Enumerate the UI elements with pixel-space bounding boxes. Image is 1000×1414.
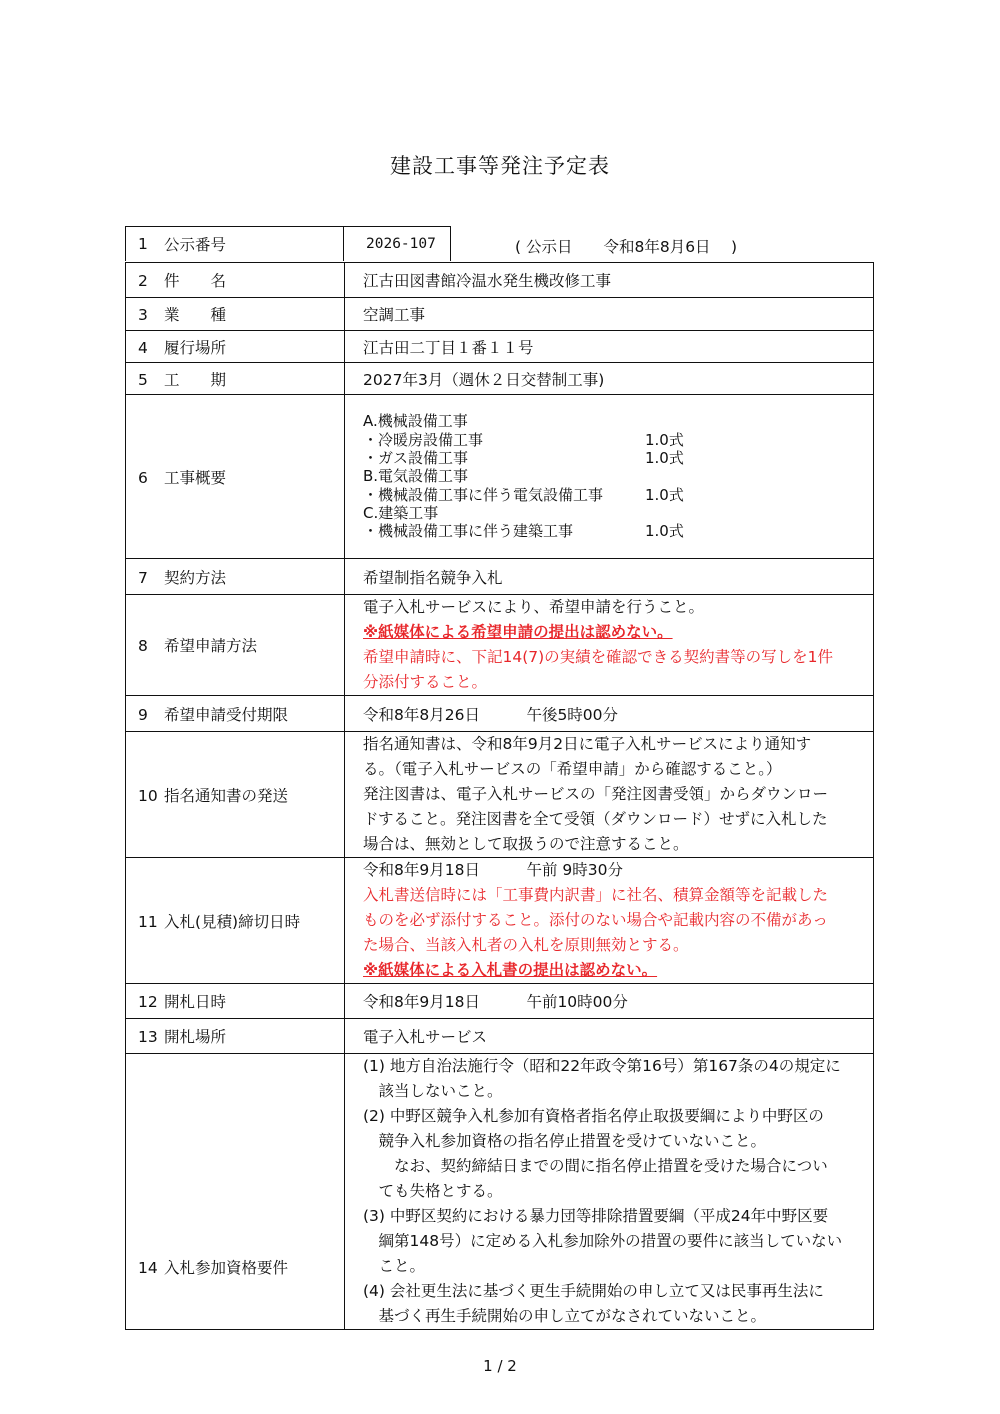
overview-text: A.機械設備工事 — [363, 412, 468, 431]
row-number: 13 — [138, 1028, 158, 1046]
label-cell — [126, 559, 345, 595]
table-row — [126, 732, 874, 858]
application-text: 電子入札サービスにより、希望申請を行うこと。 — [363, 598, 705, 616]
row-label: 契約方法 — [164, 568, 227, 587]
overview-qty: 1.0式 — [645, 485, 684, 504]
row-label: 開札日時 — [164, 993, 227, 1011]
overview-text: ・機械設備工事に伴う電気設備工事 — [363, 485, 604, 504]
work-overview — [345, 395, 874, 559]
label-cell — [126, 984, 345, 1019]
label-cell — [126, 298, 345, 331]
row-number: 9 — [138, 705, 148, 724]
table-row — [126, 331, 874, 363]
row-label: 件 名 — [164, 272, 227, 290]
table-row — [126, 1054, 874, 1330]
bid-warning: ※紙媒体による入札書の提出は認めない。 — [363, 961, 658, 979]
notice-line: 場合は、無効として取扱うので注意すること。 — [363, 835, 689, 853]
row-number: 7 — [138, 568, 148, 587]
application-method — [345, 595, 874, 696]
row-number: 11 — [138, 912, 158, 931]
row-label: 開札場所 — [164, 1028, 227, 1046]
qualification-requirements — [345, 1054, 874, 1330]
bid-deadline-datetime: 令和8年9月18日 午前 9時30分 — [363, 861, 623, 879]
publish-date: ( 公示日 令和8年8月6日 ) — [515, 238, 738, 256]
application-note: 分添付すること。 — [363, 673, 488, 691]
requirement-line: (4) 会社更生法に基づく更生手続開始の申し立て又は民事再生法に — [363, 1282, 824, 1300]
row-label: 希望申請方法 — [164, 637, 258, 655]
requirement-line: (3) 中野区契約における暴力団等排除措置要綱（平成24年中野区要 — [363, 1207, 829, 1225]
nomination-notice — [345, 732, 874, 858]
notice-line: 指名通知書は、令和8年9月2日に電子入札サービスにより通知す — [363, 735, 812, 753]
requirement-line: 綱第148号）に定める入札参加除外の措置の要件に該当していない — [363, 1232, 843, 1250]
label-cell — [126, 696, 345, 732]
row-label: 希望申請受付期限 — [164, 705, 289, 724]
requirement-line: (2) 中野区競争入札参加有資格者指名停止取扱要綱により中野区の — [363, 1107, 824, 1125]
overview-text: C.建築工事 — [363, 503, 439, 522]
table-row — [126, 395, 874, 559]
requirement-line: 競争入札参加資格の指名停止措置を受けていないこと。 — [363, 1132, 767, 1150]
opening-place: 電子入札サービス — [345, 1019, 874, 1054]
overview-qty: 1.0式 — [645, 449, 684, 468]
requirement-line: (1) 地方自治法施行令（昭和22年政令第16号）第167条の4の規定に — [363, 1057, 841, 1075]
table-row — [126, 559, 874, 595]
label-cell — [126, 395, 345, 559]
row-label: 入札参加資格要件 — [164, 1258, 289, 1277]
page-title: 建設工事等発注予定表 — [390, 154, 610, 178]
overview-line — [363, 431, 865, 449]
row-number: 6 — [138, 468, 148, 487]
table-row — [126, 696, 874, 732]
row-number: 14 — [138, 1258, 158, 1277]
order-schedule-table — [125, 262, 874, 1330]
notice-line: 発注図書は、電子入札サービスの「発注図書受領」からダウンロー — [363, 785, 829, 803]
notice-line: ドすること。発注図書を全て受領（ダウンロード）せずに入札した — [363, 810, 828, 828]
table-row — [126, 595, 874, 696]
requirement-line: 基づく再生手続開始の申し立てがなされていないこと。 — [363, 1307, 767, 1325]
notice-number-value: 2026-107 — [366, 236, 436, 252]
application-warning: ※紙媒体による希望申請の提出は認めない。 — [363, 623, 673, 641]
table-row — [126, 363, 874, 395]
row-number: 4 — [138, 338, 148, 357]
label-cell — [126, 263, 345, 298]
row-number: 10 — [138, 786, 158, 805]
label-notice-number — [125, 226, 344, 261]
row-number: 8 — [138, 637, 148, 655]
label-cell — [126, 732, 345, 858]
overview-line — [363, 449, 865, 467]
overview-text: ・冷暖房設備工事 — [363, 430, 484, 449]
requirement-line: 該当しないこと。 — [363, 1082, 503, 1100]
requirement-line: ても失格とする。 — [363, 1182, 503, 1200]
label-cell — [126, 595, 345, 696]
bid-note: 入札書送信時には「工事費内訳書」に社名、積算金額等を記載した — [363, 886, 829, 904]
label-cell — [126, 858, 345, 984]
table-row — [126, 984, 874, 1019]
row-label: 履行場所 — [164, 338, 227, 357]
row-number: 3 — [138, 306, 148, 324]
row-label: 入札(見積)締切日時 — [164, 912, 301, 931]
overview-line — [363, 486, 865, 504]
overview-qty: 1.0式 — [645, 430, 684, 449]
bid-note: た場合、当該入札者の入札を原則無効とする。 — [363, 936, 689, 954]
overview-line — [363, 522, 865, 540]
table-row — [126, 263, 874, 298]
row-label: 指名通知書の発送 — [164, 786, 289, 805]
page-number: 1 / 2 — [483, 1357, 517, 1375]
overview-line — [363, 504, 865, 522]
work-period: 2027年3月（週休２日交替制工事) — [345, 363, 874, 395]
project-name: 江古田図書館冷温水発生機改修工事 — [345, 263, 874, 298]
notice-number-cell — [343, 226, 451, 261]
row-label: 業 種 — [164, 306, 227, 324]
table-row — [126, 858, 874, 984]
row-number: 1 — [138, 235, 148, 253]
bid-deadline — [345, 858, 874, 984]
row-number: 12 — [138, 993, 158, 1011]
notice-line: る。（電子入札サービスの「希望申請」から確認すること。） — [363, 760, 782, 778]
table-row — [126, 1019, 874, 1054]
opening-datetime: 令和8年9月18日 午前10時00分 — [345, 984, 874, 1019]
table-row — [126, 298, 874, 331]
bid-note: ものを必ず添付すること。添付のない場合や記載内容の不備があっ — [363, 911, 828, 929]
row-label: 工事概要 — [164, 468, 227, 487]
overview-line — [363, 467, 865, 485]
industry-type: 空調工事 — [345, 298, 874, 331]
application-deadline: 令和8年8月26日 午後5時00分 — [345, 696, 874, 732]
contract-method: 希望制指名競争入札 — [345, 559, 874, 595]
row-number: 2 — [138, 272, 148, 290]
overview-text: B.電気設備工事 — [363, 467, 469, 486]
label-cell — [126, 1019, 345, 1054]
label-cell — [126, 331, 345, 363]
overview-text: ・ガス設備工事 — [363, 449, 469, 468]
overview-qty: 1.0式 — [645, 522, 684, 541]
row-label: 公示番号 — [164, 236, 227, 254]
application-note: 希望申請時に、下記14(7)の実績を確認できる契約書等の写しを1件 — [363, 648, 834, 666]
row-label: 工 期 — [164, 370, 227, 389]
label-cell — [126, 363, 345, 395]
requirement-line: こと。 — [363, 1257, 426, 1275]
row-number: 5 — [138, 370, 148, 389]
overview-text: ・機械設備工事に伴う建築工事 — [363, 522, 574, 541]
overview-line — [363, 412, 865, 430]
requirement-line: なお、契約締結日までの間に指名停止措置を受けた場合につい — [363, 1157, 828, 1175]
work-location: 江古田二丁目１番１１号 — [345, 331, 874, 363]
label-cell — [126, 1054, 345, 1330]
